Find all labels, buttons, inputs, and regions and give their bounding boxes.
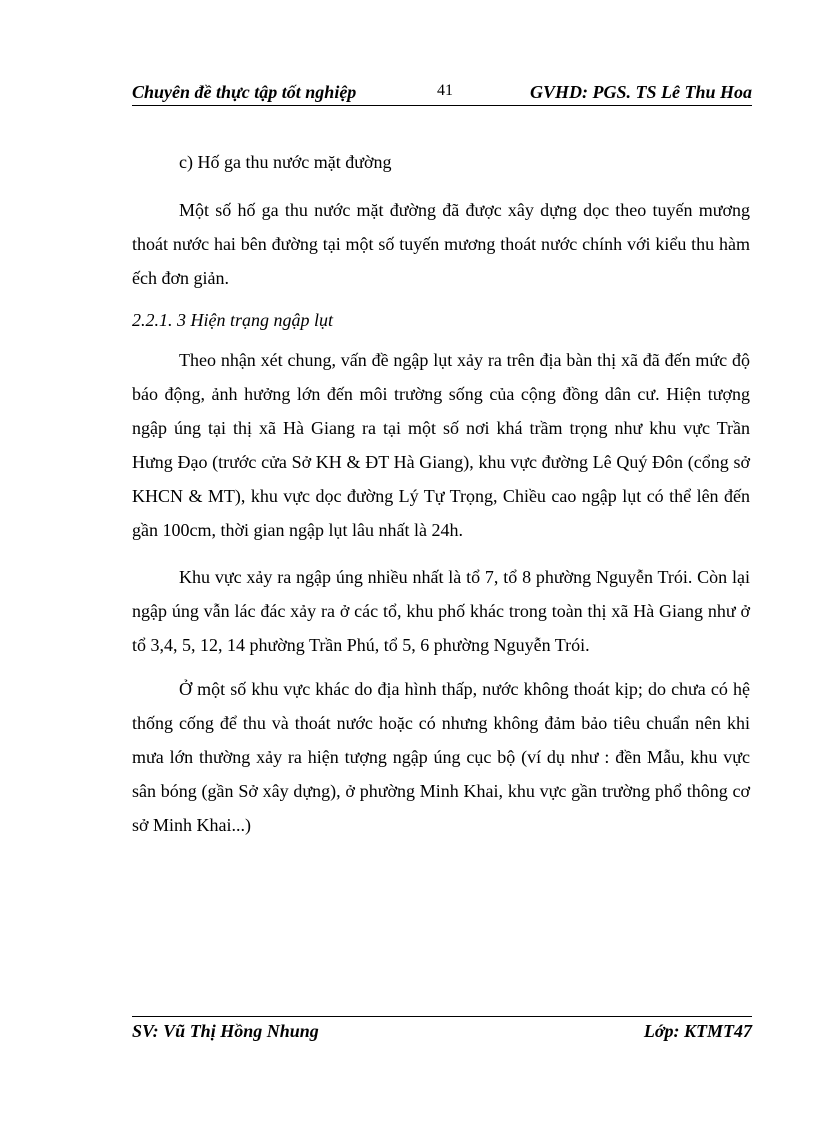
paragraph-3: Khu vực xảy ra ngập úng nhiều nhất là tổ 7, tổ 8 phường Nguyễn Trói. Còn lại ngập úng vẫn lác đác xảy ra ở các tổ, khu phố khác trong toàn thị xã Hà Giang như ở tổ 3,4, 5, 12, 14 phường Trần Phú, tổ 5, 6 phường Nguyễn Trói. bbox=[132, 567, 750, 655]
paragraph-4: Ở một số khu vực khác do địa hình thấp, nước không thoát kịp; do chưa có hệ thống cống để thu và thoát nước hoặc có nhưng không đảm bảo tiêu chuẩn nên khi mưa lớn thường xảy ra hiện tượng ngập úng cục bộ (ví dụ như : đền Mẫu, khu vực sân bóng (gần Sở xây dựng), ở phường Minh Khai, khu vực gần trường phổ thông cơ sở Minh Khai...) bbox=[132, 679, 750, 835]
subheading-c: c) Hố ga thu nước mặt đường bbox=[179, 152, 392, 172]
paragraph-1: Một số hố ga thu nước mặt đường đã được xây dựng dọc theo tuyến mương thoát nước hai bên đường tại một số tuyến mương thoát nước chính với kiểu thu hàm ếch đơn giản. bbox=[132, 200, 750, 288]
header-title: Chuyên đề thực tập tốt nghiệp bbox=[132, 82, 357, 102]
header-supervisor: GVHD: PGS. TS Lê Thu Hoa bbox=[529, 82, 752, 102]
header-rule bbox=[132, 105, 752, 106]
page-footer bbox=[132, 1021, 752, 1042]
footer-rule bbox=[132, 1016, 752, 1017]
page-number: 41 bbox=[437, 82, 453, 99]
section-heading: 2.2.1. 3 Hiện trạng ngập lụt bbox=[132, 310, 333, 330]
paragraph-2: Theo nhận xét chung, vấn đề ngập lụt xảy ra trên địa bàn thị xã đã đến mức độ báo động, ảnh hưởng lớn đến môi trường sống của cộng đồng dân cư. Hiện tượng ngập úng tại thị xã Hà Giang ra tại một số nơi khá trầm trọng như khu vực Trần Hưng Đạo (trước cửa Sở KH & ĐT Hà Giang), khu vực đường Lê Quý Đôn (cổng sở KHCN & MT), khu vực dọc đường Lý Tự Trọng, Chiều cao ngập lụt có thể lên đến gần 100cm, thời gian ngập lụt lâu nhất là 24h. bbox=[132, 350, 750, 540]
page-header bbox=[132, 80, 752, 106]
footer-class: Lớp: KTMT47 bbox=[643, 1021, 752, 1041]
footer-student: SV: Vũ Thị Hồng Nhung bbox=[132, 1021, 319, 1041]
